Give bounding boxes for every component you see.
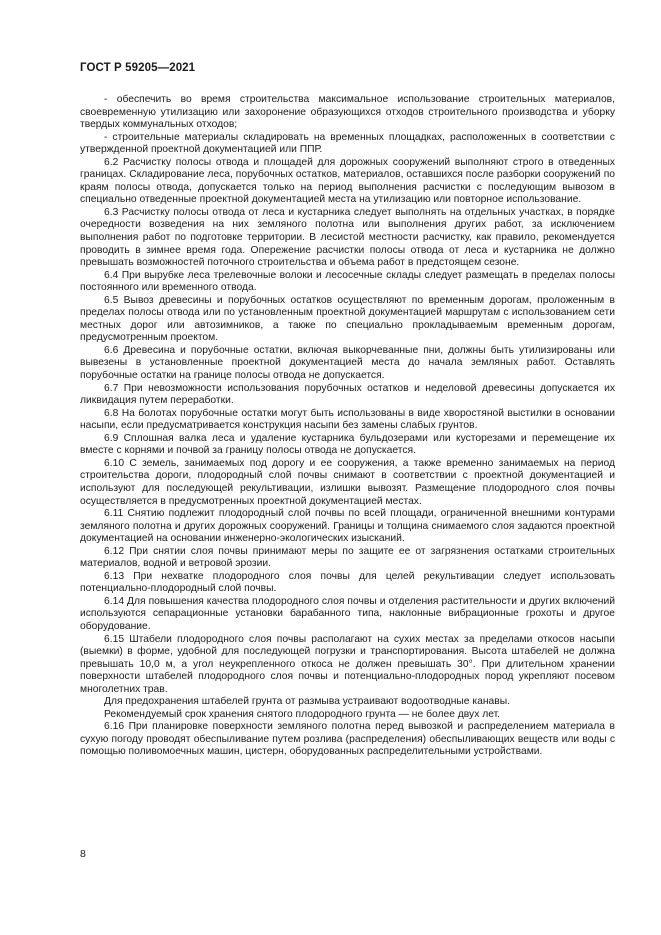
page-number: 8 (80, 848, 86, 860)
paragraph: Рекомендуемый срок хранения снятого плодородного грунта — не более двух лет. (104, 708, 501, 720)
paragraph-6-8: 6.8 На болотах порубочные остатки могут быть использованы в виде хворостяной выстилки в основании насыпи, если предусматривается конструкция насыпи без замены слабых грунтов. (80, 407, 615, 432)
paragraph-6-11: 6.11 Снятию подлежит плодородный слой почвы по всей площади, ограниченной внешними контурами земляного полотна и других дорожных сооружений. Границы и толщина снимаемого слоя задаются проектной документацией на основании инженерно-экологических изысканий. (80, 508, 615, 545)
paragraph-6-12: 6.12 При снятии слоя почвы принимают меры по защите ее от загрязнения остатками строительных материалов, водной и ветровой эрозии. (80, 545, 615, 570)
paragraph-6-3: 6.3 Расчистку полосы отвода от леса и кустарника следует выполнять на отдельных участках, в порядке очередности возведения на них земляного полотна или выполнения других работ, за исключением выполнения работ по подготовке территории. В лесистой местности расчистку, как правило, рекомендуется проводить в зимнее время года. Опережение расчистки полосы отвода от леса и кустарника не должно превышать возможностей поточного строительства и объема работ в предстоящем сезоне. (80, 206, 615, 269)
paragraph: - строительные материалы складировать на временных площадках, расположенных в соответствии с утвержденной проектной документацией или ППР. (80, 131, 615, 156)
paragraph-6-13: 6.13 При нехватке плодородного слоя почвы для целей рекультивации следует использовать потенциально-плодородный слой почвы. (80, 570, 615, 595)
document-header: ГОСТ Р 59205—2021 (80, 62, 196, 74)
paragraph-6-15: 6.15 Штабели плодородного слоя почвы располагают на сухих местах за пределами откосов насыпи (выемки) в форме, удобной для последующей погрузки и транспортирования. Высота штабелей не должна превышать 10,0 м, а угол неукрепленного откоса не должен превышать 30°. При длительном хранении поверхности штабелей плодородного слоя почвы и потенциально-плодородных пород укрепляют посевом многолетних трав. (80, 633, 615, 695)
paragraph-6-6: 6.6 Древесина и порубочные остатки, включая выкорчеванные пни, должны быть утилизированы или вывезены в установленные проектной документацией места до начала земляных работ. Оставлять порубочные остатки на границе полосы отвода не допускается. (80, 344, 615, 382)
paragraph-6-9: 6.9 Сплошная валка леса и удаление кустарника бульдозерами или кусторезами и перемещение их вместе с корнями и почвой за границу полосы отвода не допускается. (80, 432, 615, 457)
paragraph-6-7: 6.7 При невозможности использования порубочных остатков и неделовой древесины допускается их ликвидация путем переработки. (80, 382, 615, 407)
document-body (80, 94, 615, 759)
paragraph: Для предохранения штабелей грунта от размыва устраивают водоотводные канавы. (104, 696, 510, 708)
paragraph-6-10: 6.10 С земель, занимаемых под дорогу и ее сооружения, а также временно занимаемых на период строительства дороги, плодородный слой почвы снимают в соответствии с проектной документацией и используют для последующей рекультивации, излишки вывозят. Размещение плодородного слоя почвы осуществляется в предусмотренных проектной документацией местах. (80, 457, 615, 507)
paragraph: - обеспечить во время строительства максимальное использование строительных материалов, своевременную утилизацию или захоронение образующихся отходов строительного производства и уборку твердых коммунальных отходов; (80, 94, 615, 131)
paragraph-6-2: 6.2 Расчистку полосы отвода и площадей для дорожных сооружений выполняют строго в отведенных границах. Складирование леса, порубочных остатков, материалов, оставшихся после разборки сооружений по краям полосы отвода, допускается только на период выполнения расчистки с последующим вывозом в специально отведенные проектной документацией места на утилизацию или повторное использование. (80, 156, 615, 206)
paragraph-6-16: 6.16 При планировке поверхности земляного полотна перед вывозкой и распределением материала в сухую погоду проводят обеспыливание путем розлива (распределения) обеспыливающих веществ или воды с помощью поливомоечных машин, цистерн, оборудованных распределительными устройствами. (80, 721, 615, 758)
paragraph-6-14: 6.14 Для повышения качества плодородного слоя почвы и отделения растительности и других включений используются сепарационные установки барабанного типа, наклонные вибрационные грохоты и другое оборудование. (80, 595, 615, 632)
paragraph-6-4: 6.4 При вырубке леса трелевочные волоки и лесосечные склады следует размещать в пределах полосы постоянного или временного отвода. (80, 269, 615, 294)
paragraph-6-5: 6.5 Вывоз древесины и порубочных остатков осуществляют по временным дорогам, проложенным в пределах полосы отвода или по установленным проектной документацией маршрутам с использованием сети местных дорог или автозимников, а также по специально прокладываемым временным дорогам, предусмотренным проектом. (80, 294, 615, 344)
